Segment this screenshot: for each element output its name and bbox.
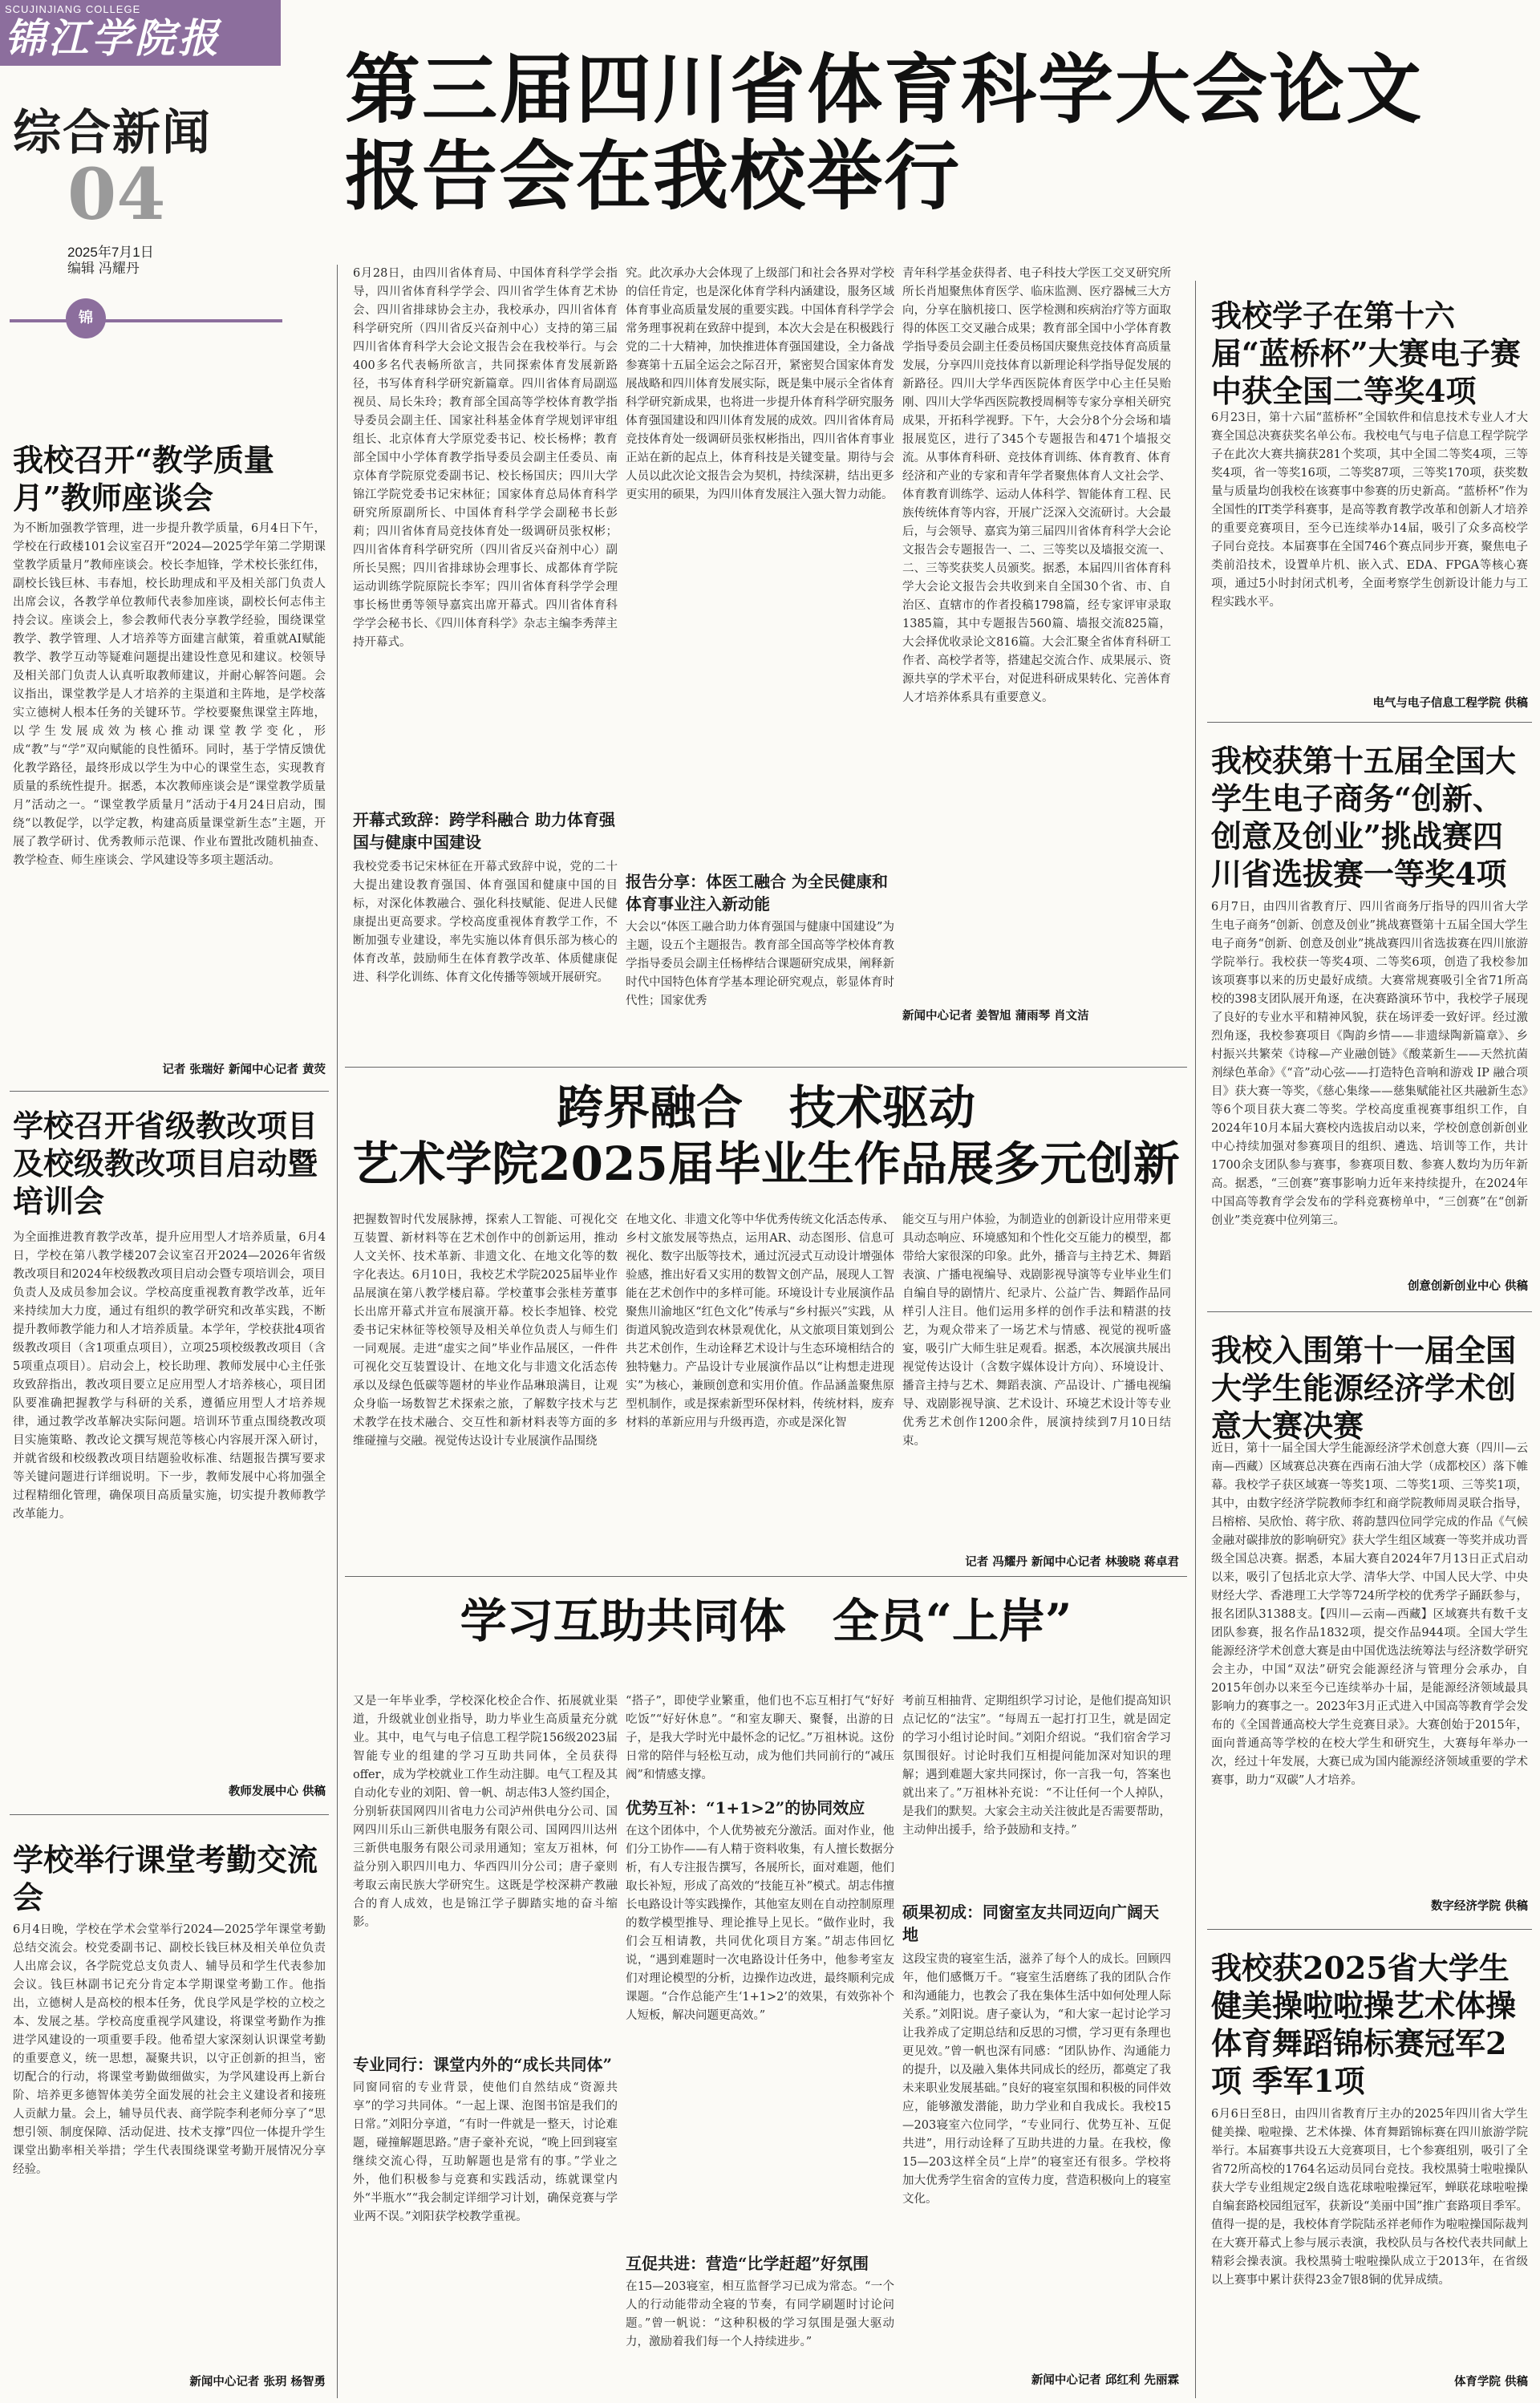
study-subhead-3: 互促共进：营造“比学赶超”好氛围 (626, 2254, 869, 2273)
section-rule (10, 319, 282, 322)
right-story-2-body: 6月7日，由四川省教育厅、四川省商务厅指导的四川省大学生电子商务“创新、创意及创业”挑战赛暨第十五届全国大学生电子商务“创新、创意及创业”挑战赛四川省选拔赛在四川旅游学院举行。我校获一等奖4项、二等奖6项，创造了我校参加该项赛事以来的历史最好成绩。大赛常规赛吸引全省71所高校的398支团队展开角逐，在决赛路演环节中，我校学子展现了良好的专业水平和精神风貌，获在场评委一致好评。经过激烈角逐，我校参赛项目《陶韵乡情——非遗绿陶新篇章》、乡村振兴共繁荣《诗稼—产业融创链》《酸菜新生——天然抗菌剂绿色革命》《“音”动心弦——打造特色音响和游戏 IP 融合项目》获大赛一等奖，《慈心集缘——慈集赋能社区共融新生态》等6个项目获大赛二等奖。学校高度重视赛事组织工作，自2024年10月本届大赛校内选拔启动以来，学校创意创新创业中心持续加强对参赛项目的组织、遴选、培训等工作，共计1700余支团队参与赛事，参赛项目数、参赛人数均为历年新高。据悉，“三创赛”赛事影响力近年来持续提升，在2024年中国高等教育学会发布的学科竞赛榜单中，“三创赛”在“创新创业”类竞赛中位列第三。 (1211, 901, 1528, 1227)
masthead-english: SCUJINJIANG COLLEGE (5, 3, 141, 15)
study-col1: 又是一年毕业季，学校深化校企合作、拓展就业渠道，升级就业创业指导，助力毕业生高质量充分就业。其中，电气与电子信息工程学院156级2023届智能专业的组建的学习互助共同体，全员获得offer，成为学校就业工作生动注脚。电气工程及其自动化专业的刘阳、曾一帆、胡志伟3人签约国企，分别斩获国网四川省电力公司泸州供电分公司、国网四川乐山三新供电服务有限公司、国网四川达州三新供电服务有限公司录用通知；室友万祖林，何益分别入职四川电力、华西四川分公司；唐子豪则考取云南民族大学研究生。这既是学校深耕产教融合的育人成效，也是锦江学子脚踏实地的奋斗缩影。 (353, 1695, 618, 1929)
main-article-col3: 青年科学基金获得者、电子科技大学医工交叉研究所所长肖旭聚焦体育医学、临床监测、医疗器械三大方向，分享在脑机接口、医学检测和疾病治疗等方面取得的体医工交叉融合成果；教育部全国中小学体育教学指导委员会副主任委员杨国庆聚焦竞技体育高质量发展，分享四川竞技体育以新理论科学指导促发展的新路径。四川大学华西医院体育医学中心主任吴贻刚、四川大学华西医院教授周桐等专家分享相关研究成果，开拓科学视野。下午，大会分8个分会场和墙报展览区，进行了345个专题报告和471个墙报交流。从事体育科研、竞技体育训练、体育教育、体育经济和产业的专家和青年学者聚焦体育人文社会学、体育教育训练学、运动人体科学、智能体育工程、民族传统体育等内容，开展广泛深入交流研讨。大会最后，与会领导、嘉宾为第三届四川省体育科学大会论文报告会专题报告一、二、三等奖以及墙报交流一、二、三等奖获奖人员颁奖。据悉，本届四川省体育科学大会论文报告会共收到来自全国30个省、市、自治区、直辖市的作者投稿1798篇，经专家评审录取1385篇，其中专题报告560篇、墙报交流825篇，大会择优收录论文816篇。大会汇聚全省体育科研工作者、高校学者等，搭建起交流合作、成果展示、资源共享的学术平台，对促进科研成果转化、完善体育人才培养体系具有重要意义。 (902, 267, 1171, 704)
left-story-1-body: 为不断加强教学管理，进一步提升教学质量，6月4日下午，学校在行政楼101会议室召开“2024—2025学年第二学期课堂教学质量月”教师座谈会。校长李旭锋，学术校长张红伟，副校长钱巨林、韦春旭，校长助理成和平及相关部门负责人出席会议，各教学单位教师代表参加座谈，副校长何志伟主持会议。座谈会上，参会教师代表分享教学经验，围绕课堂教学、教学管理、人才培养等方面建言献策，着重就AI赋能教学、教学互动等疑难问题提出建设性意见和建议。校领导及相关部门负责人认真听取教师建议，并耐心解答问题。会议指出，课堂教学是人才培养的主渠道和主阵地，是学校落实立德树人根本任务的关键环节。学校要聚焦课堂主阵地，以学生发展成效为核心推动课堂教学变化，形成“教”与“学”双向赋能的良性循环。同时，基于学情反馈优化教学路径，最终形成以学生为中心的课堂生态，实现教育质量的系统性提升。据悉，本次教师座谈会是“课堂教学质量月”活动之一。“课堂教学质量月”活动于4月24日启动，围绕“以教促学，以学定教，构建高质量课堂新生态”主题，开展了教学研讨、优秀教师示范课、作业布置批改随机抽查、教学检查、师生座谈会、学风建设等多项主题活动。 (13, 522, 326, 867)
study-col2c: 在15—203寝室，相互监督学习已成为常态。“一个人的行动能带动全寝的节奏，有同学刷题时讨论问题。”曾一帆说：“这种积极的学习氛围是强大驱动力，激励着我们每一个人持续进步。” (626, 2280, 894, 2348)
right-story-1-credit: 电气与电子信息工程学院 供稿 (1372, 696, 1528, 710)
art-headline-1: 跨界融合 技术驱动 (556, 1080, 975, 1135)
study-col1b: 同窗同宿的专业背景，使他们自然结成“资源共享”的学习共同体。“一起上课、泡图书馆是我们的日常。”刘阳分享道，“有时一件就是一整天，讨论难题，碰撞解题思路。”唐子豪补充说，“晚上回到寝室继续交流心得，互助解题也是常有的事。”学业之外，他们积极参与竞赛和实践活动，练就课堂内外“半瓶水”“我会制定详细学习计划，确保竞赛与学业两不误。”刘阳获学校教学重视。 (353, 2081, 618, 2223)
divider-right-3 (1207, 1929, 1532, 1930)
study-col2: “搭子”，即使学业繁重，他们也不忘互相打气“好好吃饭”“好好休息”。“和室友聊天、聚餐，出游的日子，是我大学时光中最怀念的记忆。”万祖林说。这份日常的陪伴与轻松互动，成为他们共同前行的“减压阀”和情感支撑。 (626, 1695, 894, 1781)
divider-right-1 (1207, 722, 1532, 723)
main-article-col2b: 大会以“体医工融合助力体育强国与健康中国建设”为主题，设五个主题报告。教育部全国高等学校体育教学指导委员会副主任杨桦结合课题研究成果，阐释新时代中国特色体育学基本理论研究观点，彰显体育时代性；国家优秀 (626, 921, 894, 1007)
right-story-3-body: 近日，第十一届全国大学生能源经济学术创意大赛（四川—云南—西藏）区域赛总决赛在西南石油大学（成都校区）落下帷幕。我校学子获区域赛一等奖1项、二等奖1项、三等奖1项，其中，由数字经济学院教师李红和商学院教师周灵联合指导，吕榕榕、吴欣怡、蒋宇欣、蒋韵慧四位同学完成的作品《气候金融对碳排放的影响研究》获大学生组区域赛一等奖并成功晋级全国总决赛。据悉，本届大赛自2024年7月13日正式启动以来，吸引了包括北京大学、清华大学、中国人民大学、中央财经大学、香港理工大学等724所学校的优秀学子踊跃参与，报名团队31388支。【四川—云南—西藏】区域赛共有数千支团队参赛，报名作品1832项，提交作品944项。全国大学生能源经济学术创意大赛是由中国优选法统筹法与经济数学研究会主办，中国“双法”研究会能源经济与管理分会承办，自2015年创办以来至今已连续举办十届，是能源经济领域最具影响力的赛事之一。2023年3月正式进入中国高等教育学会发布的《全国普通高校大学生竞赛目录》。大赛创始于2015年，面向普通高等学校的在校大学生和研究生，大赛每年举办一次，经过十年发展，大赛已成为国内能源经济领域重要的学术赛事，助力“双碳”人才培养。 (1211, 1442, 1528, 1787)
divider-study-top (345, 1576, 1187, 1577)
main-article-col2: 究。此次承办大会体现了上级部门和社会各界对学校的信任肯定，也是深化体育学科内涵建设，服务区域体育事业高质量发展的重要实践。中国体育科学学会常务理事祝莉在致辞中提到，本次大会是在积极践行党的二十大精神，加快推进体育强国建设，全力备战参赛第十五届全运会之际召开，紧密契合国家体育发展战略和四川体育发展实际，既是集中展示全省体育科学研究新成果，也将进一步提升体育科学研究服务体育强国建设和四川体育发展的成效。四川省体育局竞技体育处一级调研员张权彬指出，四川省体育事业正站在新的起点上，体育科技是关键变量。期待与会人员以此次论文报告会为契机，持续深耕，结出更多更实用的硕果，为四川体育发展注入强大智力动能。 (626, 267, 894, 501)
main-headline: 第三届四川省体育科学大会论文报告会在我校举行 (345, 46, 1424, 221)
school-emblem-icon: 锦 (66, 298, 106, 338)
left-story-3-title: 学校举行课堂考勤交流会 (13, 1842, 318, 1915)
art-col2: 在地文化、非遗文化等中华优秀传统文化活态传承、乡村文旅发展等热点，运用AR、动态图形、信息可视化、数字出版等技术，通过沉浸式互动设计增强体验感，推出好看又实用的数智文创产品，展现人工智能在艺术创作中的多样可能。环境设计专业展演作品聚焦川渝地区“红色文化”传承与“乡村振兴”实践，从街道风貌改造到农林景观优化，从文旅项目策划到公共艺术创作，生动诠释艺术设计与生态环境相结合的独特魅力。产品设计专业展演作品以“让构想走进现实”为核心，兼顾创意和实用价值。作品涵盖聚焦原型机制作，或是探索新型环保材料，传统材料，废弃材料的革新应用与升级再造，亦或是深化智 (626, 1214, 894, 1429)
study-col3: 考前互相抽背、定期组织学习讨论，是他们提高知识点记忆的“法宝”。“每周五一起打打卫生，就是固定的学习小组讨论时间。”刘阳介绍说。“我们宿舍学习氛围很好。讨论时我们互相提问能加深对知识的理解；遇到难题大家共同探讨，你一言我一句，答案也就出来了。”万祖林补充说：“不让任何一个人掉队，是我们的默契。大家会主动关注彼此是否需要帮助，主动伸出援手，给予鼓励和支持。” (902, 1695, 1171, 1837)
art-col1: 把握数智时代发展脉搏，探索人工智能、可视化交互装置、新材料等在艺术创作中的创新运用，推动人文关怀、技术革新、非遗文化、在地文化等的数字化表达。6月10日，我校艺术学院2025届毕业作品展演在第八教学楼启幕。学校董事会张桂芳董事长出席开幕式并宣布展演开幕。校长李旭锋、校党委书记宋林征等校领导及相关单位负责人与师生们一同观展。走进“虚实之间”毕业作品展区，一件件可视化交互装置设计、在地文化与非遗文化活态传承以及绿色低碳等题材的毕业作品琳琅满目，让观众身临一场数智艺术探索之旅，了解数字技术与艺术教学在技术融合、交互性和新材料表等方面的多维碰撞与交融。视觉传达设计专业展演作品围绕 (353, 1214, 618, 1448)
divider-art-top (345, 1067, 1187, 1068)
main-article-col1: 6月28日，由四川省体育局、中国体育科学学会指导，四川省体育科学学会、四川省学生体育艺术协会、四川省排球协会主办，我校承办，四川省体育科学研究所（四川省反兴奋剂中心）支持的第三届四川省体育科学大会论文报告会在我校举行。与会400多名代表畅所欲言，共同探索体育发展新路径，书写体育科学研究新篇章。四川省体育局副巡视员、局长朱玲；教育部全国高等学校体育教学指导委员会副主任、国家社科基金体育学规划评审组组长、北京体育大学原党委书记、校长杨桦；教育部全国中小学体育教学指导委员会副主任委员、南京体育学院原党委副书记、校长杨国庆；四川大学锦江学院党委书记宋林征；国家体育总局体育科学研究所原副所长、中国体育科学学会副秘书长彭莉；四川省体育局竞技体育处一级调研员张权彬；四川省体育科学研究所（四川省反兴奋剂中心）副所长吴熙；四川省排球协会理事长、成都体育学院运动训练学院原院长李军；四川省体育科学学会理事长杨世勇等领导嘉宾出席开幕式。四川省体育科学学会秘书长、《四川体育科学》杂志主编李秀萍主持开幕式。 (353, 267, 618, 649)
left-story-1-credit: 记者 张瑞好 新闻中心记者 黄荧 (162, 1063, 326, 1076)
main-article-col1b: 我校党委书记宋林征在开幕式致辞中说，党的二十大提出建设教育强国、体育强国和健康中国的目标，对深化体教融合、强化科技赋能、促进人民健康提出更高要求。学校高度重视体育教学工作，不断加强专业建设，率先实施以体育俱乐部为核心的体育改革，鼓励师生在体育教学改革、体质健康促进、科学化训练、体育文化传播等领域开展研究。 (353, 861, 618, 984)
right-story-1-title: 我校学子在第十六届“蓝桥杯”大赛电子赛中获全国二等奖4项 (1211, 298, 1521, 409)
study-subhead-1: 专业同行：课堂内外的“成长共同体” (353, 2055, 613, 2074)
study-col3b: 这段宝贵的寝室生活，滋养了每个人的成长。回顾四年，他们感慨万千。“寝室生活磨练了我的团队合作和沟通能力，也教会了我在集体生活中如何处理人际关系。”刘阳说。唐子豪认为，“和大家一起讨论学习让我养成了定期总结和反思的习惯，学习更有条理也更见效。”曾一帆也深有同感：“团队协作、沟通能力的提升，以及融入集体共同成长的经历，都奠定了我未来职业发展基础。”良好的寝室氛围和积极的同伴效应，能够激发潜能，助力学业和自我成长。我校15—203寝室六位同学，“专业同行、优势互补、互促共进”，用行动诠释了互助共进的力量。在我校，像15—203这样全员“上岸”的寝室还有很多。学校将加大优秀学生宿舍的宣传力度，营造积极向上的寝室文化。 (902, 1953, 1171, 2206)
divider-left-1 (10, 1091, 329, 1092)
left-story-1-title: 我校召开“教学质量月”教师座谈会 (13, 442, 274, 516)
masthead (0, 0, 281, 66)
main-subhead-1: 开幕式致辞：跨学科融合 助力体育强国与健康中国建设 (353, 810, 615, 852)
divider-right-2 (1207, 1311, 1532, 1312)
right-story-4-credit: 体育学院 供稿 (1453, 2375, 1528, 2389)
left-story-2-body: 为全面推进教育教学改革，提升应用型人才培养质量，6月4日，学校在第八教学楼207会议室召开2024—2026年省级教改项目和2024年校级教改项目启动会暨专项培训会，项目负责人及成员参加会议。学校高度重视教育教学改革，近年来持续加大力度，通过有组织的教学研究和改革实践，不断提升教师教学能力和人才培养质量。本学年，学校获批4项省级教改项目（含1项重点项目），立项25项校级教改项目（含5项重点项目）。启动会上，校长助理、教师发展中心主任张玫致辞指出，教改项目要立足应用型人才培养核心，项目团队要准确把握教学与科研的关系，遵循应用型人才培养规律，通过教学改革解决实际问题。培训环节重点围绕教改项目实施策略、教改论文撰写规范等核心内容展开深入研讨，并就省级和校级教改项目结题验收标准、结题报告撰写要求等关键问题进行详细说明。下一步，教师发展中心将加强全过程精细化管理，确保项目高质量实施，切实提升教师教学改革能力。 (13, 1231, 326, 1521)
right-story-4-body: 6月6日至8日，由四川省教育厅主办的2025年四川省大学生健美操、啦啦操、艺术体操、体育舞蹈锦标赛在四川旅游学院举行。本届赛事共设五大竞赛项目，七个参赛组别，吸引了全省72所高校的1764名运动员同台竞技。我校黑骑士啦啦操队获大学专业组规定2级自选花球啦啦操冠军，蝉联花球啦啦操自编套路校园组冠军，获新设“美丽中国”推广套路项目季军。值得一提的是，我校体育学院陆丞祥老师作为啦啦操国际裁判在大赛开幕式上参与展示表演，我校队员与各校代表共同献上精彩会操表演。我校黑骑士啦啦操队成立于2013年，在省级以上赛事中累计获得23金7银8铜的优异成绩。 (1211, 2108, 1528, 2287)
study-col2b: 在这个团体中，个人优势被充分激活。面对作业，他们分工协作——有人精于资料收集，有人擅长数据分析，有人专注报告撰写，各展所长，面对难题，他们取长补短，形成了高效的“技能互补”模式。胡志伟擅长电路设计等实践操作，其他室友则在自动控制原理的数学模型推导、理论推导上见长。“做作业时，我们会互相请教，共同优化项目方案。”胡志伟回忆说，“遇到难题时一次电路设计任务中，他参考室友们对理论模型的分析，边操作边改进，最终顺利完成课题。“合作总能产生‘1+1>2’的效果，有效弥补个人短板，解决问题更高效。” (626, 1825, 894, 2022)
left-story-2-credit: 教师发展中心 供稿 (228, 1785, 326, 1798)
art-credit: 记者 冯耀丹 新闻中心记者 林骏晓 蒋卓君 (965, 1555, 1179, 1569)
divider-left-2 (10, 1814, 329, 1815)
right-story-3-credit: 数字经济学院 供稿 (1430, 1899, 1528, 1913)
page-number: 04 (67, 152, 166, 236)
divider-right (1195, 281, 1196, 2398)
right-story-2-title: 我校获第十五届全国大学生电子商务“创新、创意及创业”挑战赛四川省选拔赛一等奖4项 (1211, 743, 1517, 892)
left-story-2-title: 学校召开省级教改项目及校级教改项目启动暨培训会 (13, 1108, 318, 1219)
editor-credit: 编辑 冯耀丹 (67, 261, 140, 276)
section-title: 综合新闻 (13, 105, 212, 161)
right-story-2-credit: 创意创新创业中心 供稿 (1407, 1279, 1528, 1293)
right-story-3-title: 我校入围第十一届全国大学生能源经济学术创意大赛决赛 (1211, 1332, 1517, 1444)
issue-date: 2025年7月1日 (67, 245, 154, 260)
art-headline-2: 艺术学院2025届毕业生作品展多元创新 (352, 1137, 1180, 1191)
left-story-3-body: 6月4日晚，学校在学术会堂举行2024—2025学年课堂考勤总结交流会。校党委副书记、副校长钱巨林及相关单位负责人出席会议，各学院党总支负责人、辅导员和学生代表参加会议。钱巨林副书记充分肯定本学期课堂考勤工作。他指出，立德树人是高校的根本任务，优良学风是学校的立校之本、发展之基。学校高度重视学风建设，将课堂考勤作为推进学风建设的一项重要手段。他希望大家深刻认识课堂考勤的重要意义，统一思想，凝聚共识，以守正创新的担当，密切配合的行动，将课堂考勤做细做实，为学风建设再上新台阶、培养更多德智体美劳全面发展的社会主义建设者和接班人贡献力量。会上，辅导员代表、商学院李利老师分享了“思想引领、制度保障、活动促进、技术支撑”四位一体提升学生课堂出勤率相关举措；学生代表围绕课堂考勤开展情况分享经验。 (13, 1923, 326, 2176)
right-story-1-body: 6月23日，第十六届“蓝桥杯”全国软件和信息技术专业人才大赛全国总决赛获奖名单公布。我校电气与电子信息工程学院学子在此次大赛共摘获281个奖项，其中全国二等奖4项，三等奖4项，省一等奖16项，二等奖87项，三等奖170项，获奖数量与质量均创我校在该赛事中参赛的历史新高。“蓝桥杯”作为全国性的IT类学科赛事，是高等教育教学改革和创新人才培养的重要竞赛项目，至今已连续举办14届，吸引了众多高校学子同台竞技。本届赛事在全国746个赛点同步开赛，聚焦电子类前沿技术，设置单片机、嵌入式、EDA、FPGA等核心赛项，通过5小时封闭式机考，全面考察学生创新设计能力与工程实践水平。 (1211, 411, 1528, 609)
study-credit: 新闻中心记者 邱红利 先丽霖 (1031, 2373, 1179, 2387)
left-story-3-credit: 新闻中心记者 张玥 杨智勇 (189, 2375, 326, 2389)
right-story-4-title: 我校获2025省大学生健美操啦啦操艺术体操体育舞蹈锦标赛冠军2项 季军1项 (1211, 1950, 1517, 2099)
study-subhead-2: 优势互补：“1+1>2”的协同效应 (626, 1798, 865, 1817)
masthead-title: 锦江学院报 (5, 14, 221, 62)
divider-left (337, 265, 338, 2398)
study-subhead-4: 硕果初成：同窗室友共同迈向广阔天地 (902, 1903, 1159, 1944)
main-subhead-2: 报告分享：体医工融合 为全民健康和体育事业注入新动能 (626, 872, 888, 914)
main-credit: 新闻中心记者 姜智旭 蒲雨琴 肖文洁 (902, 1009, 1089, 1023)
study-headline: 学习互助共同体 全员“上岸” (460, 1594, 1072, 1648)
art-col3: 能交互与用户体验，为制造业的创新设计应用带来更具动态响应、环境感知和个性化交互能力的模型，都带给大家很深的印象。此外，播音与主持艺术、舞蹈表演、广播电视编导、戏剧影视导演等专业毕业生们自编自导的剧情片、纪录片、公益广告、舞蹈作品同样引人注目。他们运用多样的创作手法和精湛的技艺，为观众带来了一场艺术与情感、视觉的视听盛宴，吸引广大师生驻足观看。据悉，本次展演共展出视觉传达设计（含数字媒体设计方向）、环境设计、播音主持与艺术、舞蹈表演、产品设计、广播电视编导、戏剧影视导演、艺术设计、环境艺术设计等专业优秀艺术创作1200余件，展演持续到7月10日结束。 (902, 1214, 1171, 1448)
